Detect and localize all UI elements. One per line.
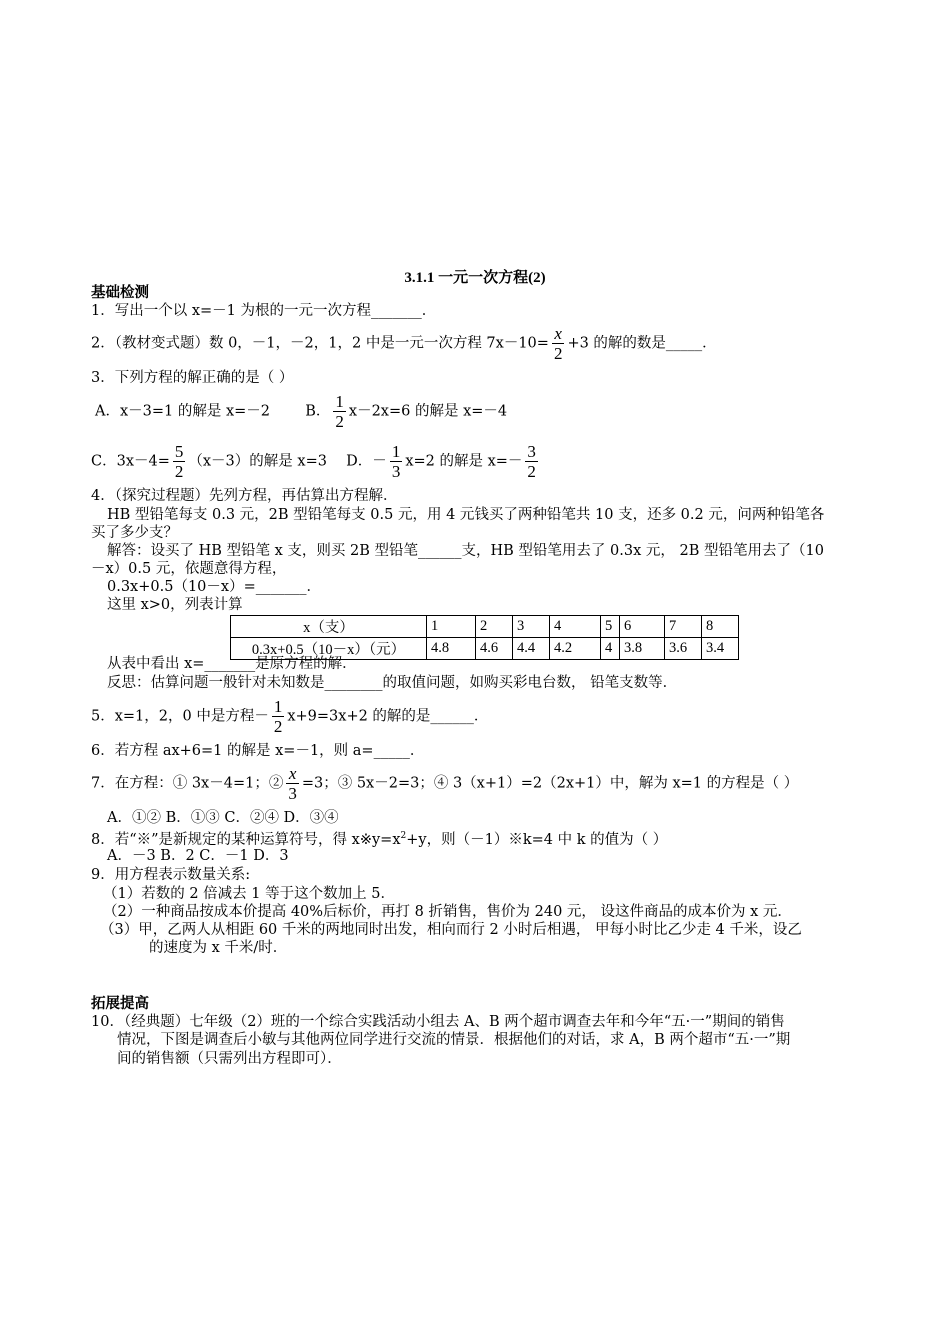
page-title: 3.1.1 一元一次方程(2) <box>404 270 546 286</box>
q5-text-before: 5．x=1，2，0 中是方程－ <box>91 708 269 725</box>
q3-options-row2 <box>91 442 541 481</box>
question-3: 3．下列方程的解正确的是（ ） <box>91 370 294 386</box>
q3-option-b-fraction <box>333 392 346 431</box>
table-row <box>231 616 739 638</box>
q7-frac-den: 3 <box>288 784 297 803</box>
question-1: 1．写出一个以 x=－1 为根的一元一次方程_______． <box>91 303 437 319</box>
q9-part-1: （1）若数的 2 倍减去 1 等于这个数加上 5． <box>103 886 395 902</box>
q5-text-after: x+9=3x+2 的解的是______． <box>287 708 489 725</box>
table-cell: 1 <box>427 616 476 638</box>
table-cell: 3 <box>513 616 550 638</box>
q9-part-3-line1: （3）甲，乙两人从相距 60 千米的两地同时出发，相向而行 2 小时后相遇， 甲每小时比乙少走 4 千米，设乙 <box>100 922 802 938</box>
table-cell: 3.8 <box>620 638 665 660</box>
q4-conclusion: 从表中看出 x=_______是原方程的解． <box>107 656 357 672</box>
q8-options: A．－3 B．2 C．－1 D．3 <box>107 848 289 864</box>
table-cell: 4.2 <box>550 638 601 660</box>
table-cell: 5 <box>601 616 620 638</box>
q3d-frac2-num: 3 <box>527 442 536 461</box>
q4-problem-line1: HB 型铅笔每支 0.3 元，2B 型铅笔每支 0.5 元，用 4 元钱买了两种铅笔共 10 支，还多 0.2 元，问两种铅笔各 <box>107 507 825 523</box>
q7-frac-num: x <box>286 764 299 784</box>
q7-text-before: 7．在方程：① 3x－4=1；② <box>91 775 284 792</box>
question-10-line2: 情况，下图是调查后小敏与其他两位同学进行交流的情景．根据他们的对话，求 A，B 两个超市“五·一”期 <box>117 1032 791 1048</box>
q5-frac-num: 1 <box>273 697 283 716</box>
question-10-line1: 10．（经典题）七年级（2）班的一个综合实践活动小组去 A、B 两个超市调查去年和今年“五·一”期间的销售 <box>91 1014 785 1030</box>
section-heading-extension: 拓展提高 <box>91 996 149 1012</box>
q8-text-after: +y，则（－1）※k=4 中 k 的值为（ ） <box>406 831 668 848</box>
table-cell: 4.8 <box>427 638 476 660</box>
table-cell: 4 <box>550 616 601 638</box>
q8-superscript: 2 <box>400 831 407 841</box>
q2-frac-den: 2 <box>553 344 563 363</box>
q3-option-c-after: （x－3）的解是 x=3 <box>188 453 327 470</box>
q4-solution-line2: －x）0.5 元，依题意得方程， <box>91 561 287 577</box>
q7-options: A．①② B．①③ C．②④ D．③④ <box>107 810 339 826</box>
q4-reflection: 反思：估算问题一般针对未知数是________的取值问题，如购买彩电台数， 铅笔支数等． <box>107 675 678 691</box>
question-4-intro: 4．（探究过程题）先列方程，再估算出方程解． <box>91 488 398 504</box>
q3d-frac-den: 3 <box>391 462 401 481</box>
q4-solution-line1: 解答：设买了 HB 型铅笔 x 支，则买 2B 型铅笔______支，HB 型铅笔用去了 0.3x 元， 2B 型铅笔用去了（10 <box>107 543 824 559</box>
table-cell: 4.4 <box>513 638 550 660</box>
q3-option-d-mid: x=2 的解是 x=－ <box>405 453 523 470</box>
question-9: 9．用方程表示数量关系: <box>91 867 251 883</box>
q3-option-a: A．x－3=1 的解是 x=－2 <box>95 403 271 420</box>
table-cell: 8 <box>702 616 739 638</box>
q2-text-before: 2．（教材变式题）数 0，－1，－2，1，2 中是一元一次方程 7x－10= <box>91 335 549 352</box>
question-8 <box>91 827 667 849</box>
table-cell: 3.6 <box>665 638 702 660</box>
q8-text-before: 8．若“※”是新规定的某种运算符号，得 x※y=x <box>91 831 401 848</box>
q2-text-after: +3 的解的数是_____． <box>567 335 717 352</box>
table-cell-header: 0.3x+0.5（10－x）（元） <box>231 638 427 660</box>
q3b-frac-num: 1 <box>335 392 344 411</box>
question-6: 6．若方程 ax+6=1 的解是 x=－1，则 a=_____． <box>91 743 425 759</box>
q3d-frac-num: 1 <box>391 442 401 461</box>
section-heading-basic: 基础检测 <box>91 285 149 301</box>
q3-option-d-fraction1 <box>390 442 403 481</box>
q7-fraction <box>286 764 299 803</box>
table-cell: 2 <box>476 616 513 638</box>
question-7 <box>91 764 798 803</box>
q3b-frac-den: 2 <box>335 412 344 431</box>
q5-fraction <box>272 697 285 736</box>
q3-option-d-fraction2 <box>525 442 538 481</box>
q4-table-intro: 这里 x>0，列表计算 <box>107 597 243 613</box>
question-2 <box>91 324 717 363</box>
table-cell: 3.4 <box>702 638 739 660</box>
q3-options-row1 <box>95 392 507 431</box>
q9-part-3-line2: 的速度为 x 千米/时． <box>149 940 288 956</box>
q2-frac-num: x <box>552 324 565 344</box>
q2-fraction <box>552 324 565 363</box>
q4-equation: 0.3x+0.5（10－x）=_______． <box>107 579 321 595</box>
q3-option-b-text: x－2x=6 的解是 x=－4 <box>348 403 508 420</box>
q3-option-c-before: C．3x－4= <box>91 453 170 470</box>
table-cell: 4 <box>601 638 620 660</box>
q3c-frac-den: 2 <box>174 462 184 481</box>
q3-option-c-fraction <box>173 442 186 481</box>
table-cell: 6 <box>620 616 665 638</box>
table-cell: 4.6 <box>476 638 513 660</box>
q3d-frac2-den: 2 <box>527 462 536 481</box>
question-10-line3: 间的销售额（只需列出方程即可）． <box>117 1051 342 1067</box>
table-cell-header: x（支） <box>231 616 427 638</box>
q5-frac-den: 2 <box>273 717 283 736</box>
table-cell: 7 <box>665 616 702 638</box>
q3-option-d-before: D．－ <box>346 453 387 470</box>
q4-problem-line2: 买了多少支？ <box>91 525 178 541</box>
q7-text-after: =3；③ 5x－2=3；④ 3（x+1）=2（2x+1）中，解为 x=1 的方程是（ ） <box>301 775 799 792</box>
q3-option-b-label: B． <box>305 403 331 420</box>
q9-part-2: （2）一种商品按成本价提高 40%后标价，再打 8 折销售，售价为 240 元， 设这件商品的成本价为 x 元． <box>103 904 792 920</box>
q3c-frac-num: 5 <box>174 442 184 461</box>
q4-calc-table <box>230 615 739 660</box>
question-5 <box>91 697 488 736</box>
